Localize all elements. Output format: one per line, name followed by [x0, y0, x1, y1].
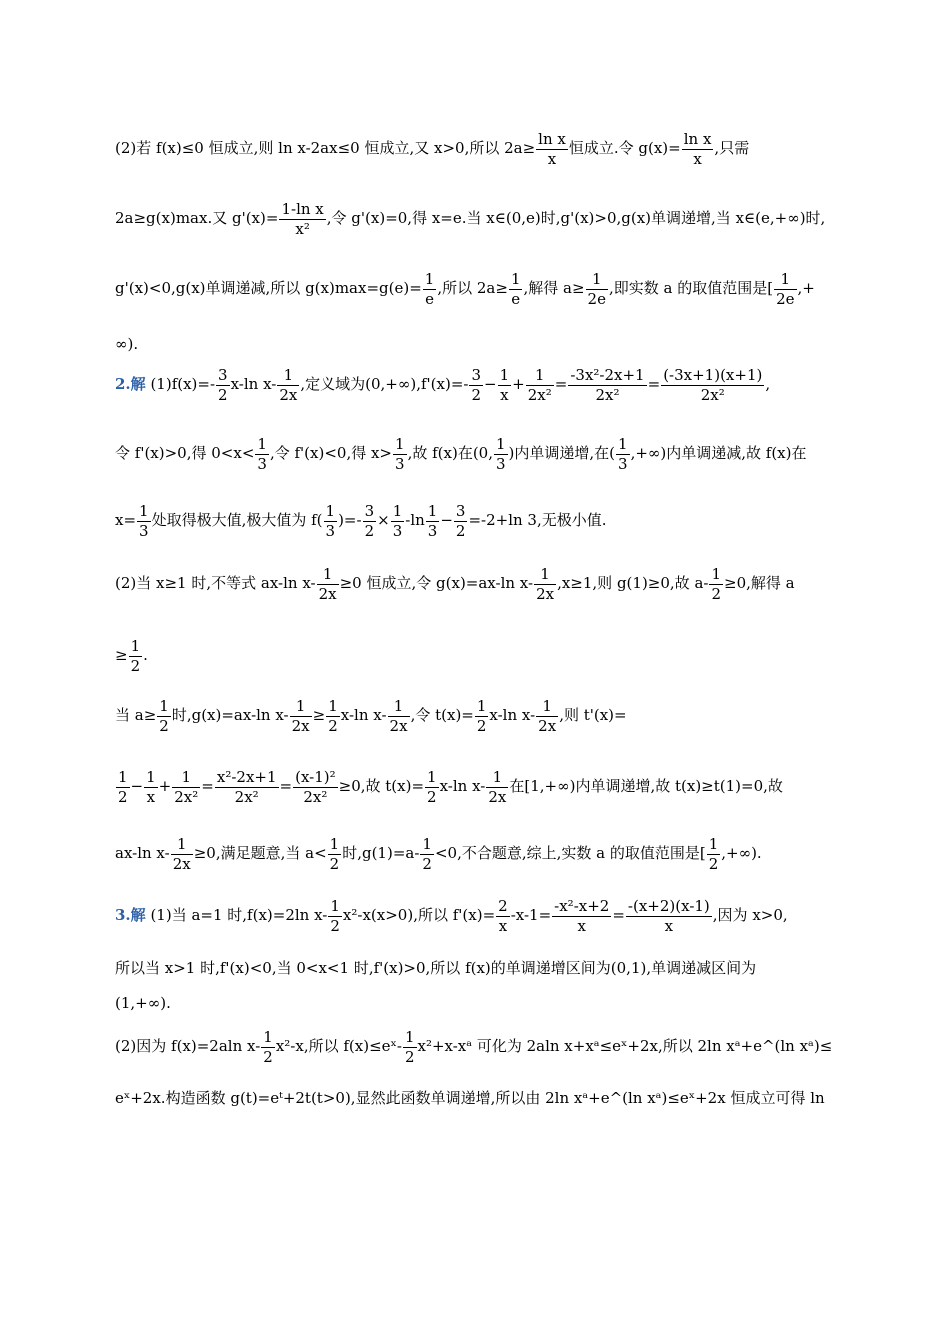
- text: ,定义域为(0,+∞),f'(x)=-: [300, 375, 469, 393]
- fraction: $\frac{3}{2}$: [218, 365, 228, 404]
- fraction: $\frac{1}{3}$: [495, 434, 506, 473]
- text: eˣ+2x.构造函数 g(t)=eᵗ+2t(t>0),显然此函数单调递增,所以由 2ln xᵃ+e^(ln xᵃ)≤eˣ+2x 恒成立可得 ln: [115, 1089, 825, 1107]
- text: ∞).: [115, 335, 139, 353]
- text: (1)当 a=1 时,f(x)=2ln x-: [145, 906, 328, 924]
- text: -x-1=: [510, 906, 552, 924]
- text: 时,g(x)=ax-ln x-: [171, 706, 289, 724]
- solution-line: [115, 895, 850, 936]
- text: g'(x)<0,g(x)单调递减,所以 g(x)max=g(e)=: [115, 279, 422, 297]
- solution-line: [115, 128, 850, 169]
- text: ,令 t(x)=: [410, 706, 474, 724]
- text: x²-x(x>0),所以 f'(x)=: [342, 906, 496, 924]
- fraction: $\frac{1}{3}$: [392, 501, 403, 540]
- fraction: $\frac{1}{2x}$: [318, 564, 337, 603]
- fraction: $\frac{1}{2x}$: [172, 834, 191, 873]
- fraction: $\frac{3}{2}$: [471, 365, 482, 404]
- text: x-ln x-: [489, 706, 536, 724]
- text: .: [143, 646, 148, 664]
- text: ,则 t'(x)=: [559, 706, 627, 724]
- text: ,+∞).: [721, 844, 762, 862]
- fraction: $\frac{3}{2}$: [364, 501, 375, 540]
- text: ,令 f'(x)<0,得 x>: [269, 444, 393, 462]
- text: ≥: [115, 646, 128, 664]
- solution-line: [115, 833, 850, 874]
- text: ,令 g'(x)=0,得 x=e.当 x∈(0,e)时,g'(x)>0,g(x)单调递增,当 x∈(e,+∞)时,: [326, 209, 826, 227]
- text: ≥0,故 t(x)=: [338, 777, 425, 795]
- text: x=: [115, 511, 137, 529]
- fraction: $\frac{1}{2}$: [328, 696, 338, 735]
- text: ,+: [797, 279, 815, 297]
- text: =-2+ln 3,无极小值.: [468, 511, 607, 529]
- fraction: $\frac{1}{2x}$: [488, 767, 507, 806]
- text: =: [279, 777, 293, 795]
- solution-line: [115, 268, 850, 309]
- text: x-ln x-: [439, 777, 486, 795]
- fraction: $\frac{1}{2e}$: [776, 269, 795, 308]
- solution-line: [115, 433, 850, 474]
- fraction: $\frac{\text{ln x}}{x}$: [538, 129, 566, 168]
- fraction: $\frac{\text{-3x²-2x+1}}{\text{2x²}}$: [570, 365, 645, 404]
- fraction: $\frac{1}{3}$: [139, 501, 149, 540]
- solution-line: [115, 500, 850, 541]
- text: ax-ln x-: [115, 844, 170, 862]
- fraction: $\frac{1}{2x}$: [536, 564, 555, 603]
- text: +: [158, 777, 172, 795]
- text: 恒成立.令 g(x)=: [568, 139, 681, 157]
- fraction: $\frac{\text{-x²-x+2}}{x}$: [554, 896, 610, 935]
- solution-line: [115, 1026, 850, 1067]
- fraction: $\frac{1}{x}$: [499, 365, 510, 404]
- text: 处取得极大值,极大值为 f(: [151, 511, 323, 529]
- fraction: $\frac{1}{3}$: [427, 501, 438, 540]
- text: x-ln x-: [340, 706, 387, 724]
- fraction: $\frac{1}{2}$: [118, 767, 128, 806]
- text: ,所以 2a≥: [437, 279, 508, 297]
- text: =: [554, 375, 568, 393]
- text: x²+x-xᵃ 可化为 2aln x+xᵃ≤eˣ+2x,所以 2ln xᵃ+e^(ln xᵃ)≤: [417, 1037, 833, 1055]
- text: x-ln x-: [230, 375, 277, 393]
- text: ≥0 恒成立,令 g(x)=ax-ln x-: [339, 574, 534, 592]
- text: =: [647, 375, 661, 393]
- text: ×: [377, 511, 390, 529]
- text: -ln: [405, 511, 425, 529]
- fraction: $\frac{1}{2}$: [330, 896, 340, 935]
- text: ,只需: [714, 139, 750, 157]
- question-label: 3.解: [115, 906, 146, 924]
- solution-line: [115, 635, 850, 676]
- fraction: $\frac{1}{2x}$: [538, 696, 557, 735]
- fraction: $\frac{1}{3}$: [325, 501, 336, 540]
- fraction: $\frac{1}{2}$: [130, 636, 141, 675]
- solution-line: [115, 695, 850, 736]
- fraction: $\frac{1}{x}$: [146, 767, 156, 806]
- fraction: $\frac{1}{2}$: [422, 834, 432, 873]
- text: =: [612, 906, 625, 924]
- text: (2)当 x≥1 时,不等式 ax-ln x-: [115, 574, 316, 592]
- solution-line: [115, 983, 850, 1023]
- text: 所以当 x>1 时,f'(x)<0,当 0<x<1 时,f'(x)>0,所以 f(x)的单调递增区间为(0,1),单调递减区间为: [115, 959, 757, 977]
- text: ,x≥1,则 g(1)≥0,故 a-: [557, 574, 709, 592]
- fraction: $\frac{1}{\text{2x²}}$: [174, 767, 199, 806]
- text: (2)若 f(x)≤0 恒成立,则 ln x-2ax≤0 恒成立,又 x>0,所以 2a≥: [115, 139, 536, 157]
- fraction: $\frac{1}{2x}$: [279, 365, 298, 404]
- fraction: $\frac{1}{e}$: [510, 269, 521, 308]
- text: ,: [765, 375, 771, 393]
- fraction: $\frac{1}{2e}$: [587, 269, 606, 308]
- fraction: $\frac{(-3x+1)(x+1)}{\text{2x²}}$: [663, 365, 763, 404]
- text: −: [484, 375, 497, 393]
- fraction: $\frac{1}{3}$: [257, 434, 267, 473]
- text: 2a≥g(x)max.又 g'(x)=: [115, 209, 279, 227]
- fraction: $\frac{1}{3}$: [395, 434, 405, 473]
- fraction: $\frac{1}{2x}$: [291, 696, 310, 735]
- text: <0,不合题意,综上,实数 a 的取值范围是[: [434, 844, 706, 862]
- fraction: $\frac{1}{2}$: [476, 696, 487, 735]
- solution-line: [115, 324, 850, 364]
- text: ≥0,解得 a: [724, 574, 795, 592]
- text: (2)因为 f(x)=2aln x-: [115, 1037, 261, 1055]
- fraction: $\frac{\text{x²-2x+1}}{\text{2x²}}$: [216, 767, 277, 806]
- fraction: $\frac{\text{ln x}}{x}$: [683, 129, 712, 168]
- fraction: $\frac{1}{2}$: [427, 767, 437, 806]
- text: (1)f(x)=-: [145, 375, 216, 393]
- text: ≥0,满足题意,当 a<: [193, 844, 327, 862]
- fraction: $\frac{3}{2}$: [455, 501, 466, 540]
- text: ,故 f(x)在(0,: [407, 444, 493, 462]
- solution-line: [115, 198, 850, 239]
- solution-line: [115, 766, 850, 807]
- fraction: $\frac{1}{e}$: [424, 269, 435, 308]
- text: )内单调递增,在(: [508, 444, 616, 462]
- fraction: $\frac{1}{2}$: [404, 1027, 415, 1066]
- text: ,+∞)内单调递减,故 f(x)在: [630, 444, 807, 462]
- text: ,因为 x>0,: [712, 906, 788, 924]
- question-label: 2.解: [115, 375, 146, 393]
- fraction: $\frac{1}{2}$: [263, 1027, 273, 1066]
- text: −: [130, 777, 144, 795]
- solution-line: [115, 563, 850, 604]
- text: +: [512, 375, 525, 393]
- text: 令 f'(x)>0,得 0<x<: [115, 444, 255, 462]
- fraction: $\frac{1}{2}$: [159, 696, 169, 735]
- solution-line: [115, 364, 850, 405]
- fraction: $\frac{\text{1-ln x}}{\text{x²}}$: [281, 199, 324, 238]
- fraction: $\frac{\text{(x-1)²}}{\text{2x²}}$: [295, 767, 336, 806]
- text: −: [440, 511, 453, 529]
- text: 在[1,+∞)内单调递增,故 t(x)≥t(1)=0,故: [509, 777, 783, 795]
- fraction: $\frac{2}{x}$: [498, 896, 508, 935]
- fraction: $\frac{1}{2}$: [708, 834, 719, 873]
- fraction: $\frac{1}{3}$: [618, 434, 628, 473]
- fraction: $\frac{1}{2}$: [329, 834, 340, 873]
- fraction: $\frac{-(x+2)(x-1)}{x}$: [627, 896, 710, 935]
- text: )=-: [338, 511, 362, 529]
- solution-line: [115, 1078, 850, 1118]
- text: =: [201, 777, 214, 795]
- text: ≥: [312, 706, 326, 724]
- text: 时,g(1)=a-: [342, 844, 420, 862]
- text: x²-x,所以 f(x)≤eˣ-: [275, 1037, 402, 1055]
- fraction: $\frac{1}{\text{2x²}}$: [527, 365, 552, 404]
- solution-line: [115, 948, 850, 988]
- text: ,即实数 a 的取值范围是[: [608, 279, 774, 297]
- fraction: $\frac{1}{2}$: [711, 564, 722, 603]
- text: ,解得 a≥: [523, 279, 585, 297]
- text: 当 a≥: [115, 706, 157, 724]
- fraction: $\frac{1}{2x}$: [389, 696, 408, 735]
- text: (1,+∞).: [115, 994, 171, 1012]
